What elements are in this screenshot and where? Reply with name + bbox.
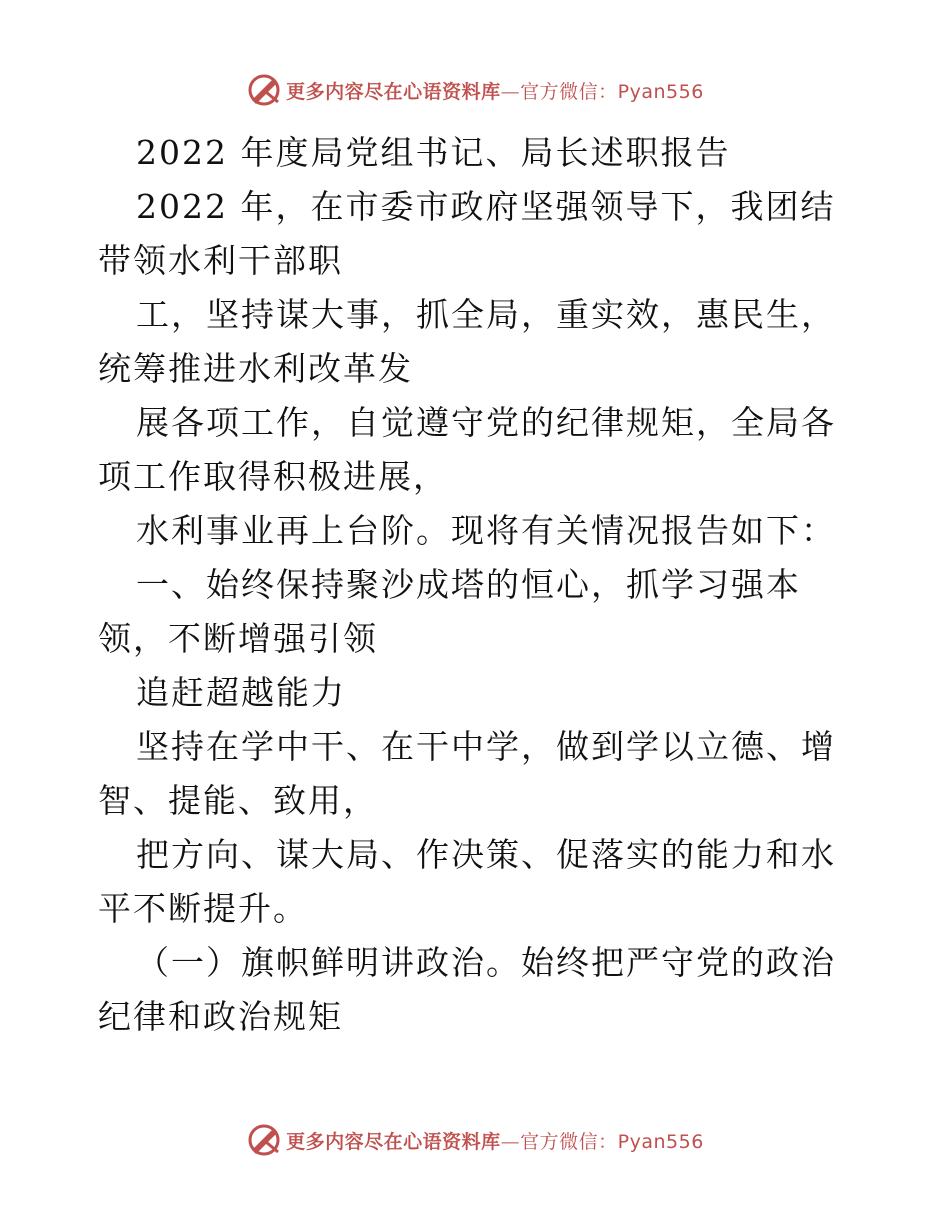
banner-brand: 更多内容尽在心语资料库 (286, 80, 501, 103)
banner-dash: — (500, 1130, 521, 1153)
document-title: 2022 年度局党组书记、局长述职报告 (136, 133, 731, 172)
paragraph: 展各项工作，自觉遵守党的纪律规矩，全局各项工作取得积极进展， (98, 403, 836, 496)
section-heading: 一、始终保持聚沙成塔的恒心，抓学习强本领，不断增强引领 (98, 565, 801, 658)
paragraph: 把方向、谋大局、作决策、促落实的能力和水平不断提升。 (98, 835, 836, 928)
banner-text (286, 77, 704, 104)
paragraph: 坚持在学中干、在干中学，做到学以立德、增智、提能、致用， (98, 727, 836, 820)
header-watermark-banner (0, 70, 950, 110)
pen-logo-icon (246, 1122, 282, 1158)
paragraph: 水利事业再上台阶。现将有关情况报告如下： (136, 511, 836, 550)
banner-contact: 官方微信：Pyan556 (520, 80, 704, 103)
banner-text (286, 1127, 704, 1154)
banner-brand: 更多内容尽在心语资料库 (286, 1130, 501, 1153)
document-body (98, 126, 858, 1044)
banner-contact: 官方微信：Pyan556 (520, 1130, 704, 1153)
paragraph: 追赶超越能力 (136, 673, 346, 712)
pen-logo-icon (246, 72, 282, 108)
footer-watermark-banner (0, 1120, 950, 1160)
banner-dash: — (500, 80, 521, 103)
paragraph: 工，坚持谋大事，抓全局，重实效，惠民生，统筹推进水利改革发 (98, 295, 836, 388)
subsection-heading: （一）旗帜鲜明讲政治。始终把严守党的政治纪律和政治规矩 (98, 943, 836, 1036)
paragraph: 2022 年，在市委市政府坚强领导下，我团结带领水利干部职 (98, 187, 836, 280)
